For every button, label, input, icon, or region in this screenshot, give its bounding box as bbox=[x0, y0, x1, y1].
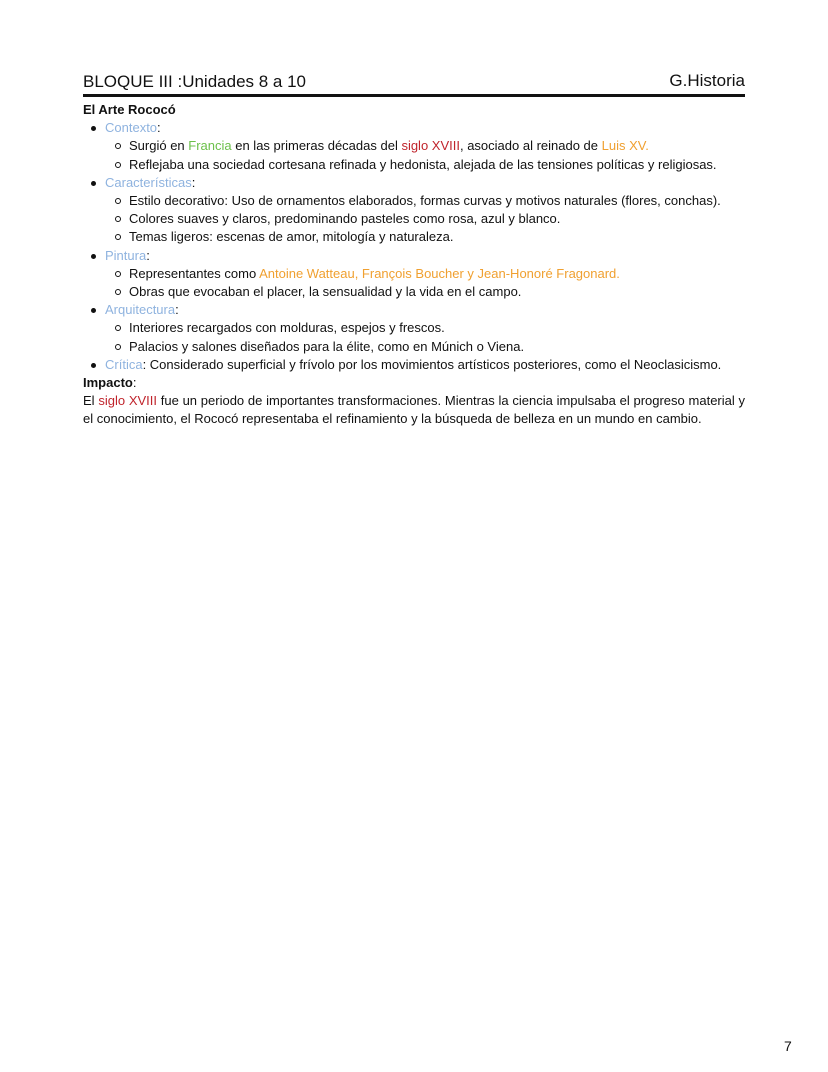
century-highlight: siglo XVIII bbox=[401, 138, 460, 154]
header-block-title: BLOQUE III :Unidades 8 a 10 bbox=[83, 72, 307, 91]
place-highlight: Francia bbox=[188, 138, 232, 154]
text: Interiores recargados con molduras, espejos y frescos. bbox=[129, 320, 445, 336]
text: : Considerado superficial y frívolo por los movimientos artísticos posteriores, como el Neoclasicismo. bbox=[142, 356, 722, 372]
topic-label: Características bbox=[105, 174, 192, 190]
section-title: El Arte Rococó bbox=[83, 102, 176, 117]
topic-label: Arquitectura bbox=[105, 302, 176, 318]
topic-label: Pintura bbox=[105, 247, 147, 263]
sub-list bbox=[105, 192, 745, 247]
page-number: 7 bbox=[784, 1038, 792, 1054]
colon: : bbox=[191, 174, 196, 190]
impact-heading bbox=[83, 374, 745, 392]
text: , asociado al reinado de bbox=[459, 138, 602, 154]
text: El bbox=[83, 393, 99, 409]
document-body bbox=[83, 101, 745, 429]
text: Representantes como bbox=[129, 265, 260, 281]
list-item bbox=[105, 137, 745, 155]
impact-label: Impacto bbox=[83, 375, 133, 391]
century-highlight: siglo XVIII bbox=[98, 393, 157, 409]
text: Estilo decorativo: Uso de ornamentos elaborados, formas curvas y motivos naturales (flores, conchas). bbox=[129, 193, 721, 209]
text: Reflejaba una sociedad cortesana refinada y hedonista, alejada de las tensiones políticas y religiosas. bbox=[129, 156, 717, 172]
topic-list bbox=[83, 119, 745, 374]
header-subject: G.Historia bbox=[669, 71, 745, 90]
sub-list bbox=[105, 137, 745, 173]
text: Colores suaves y claros, predominando pasteles como rosa, azul y blanco. bbox=[129, 211, 561, 227]
topic-label: Crítica bbox=[105, 356, 143, 372]
impact-paragraph bbox=[83, 392, 745, 428]
person-highlight: Antoine Watteau, François Boucher y Jean-Honoré Fragonard. bbox=[259, 265, 620, 281]
list-item bbox=[105, 283, 745, 301]
list-item bbox=[105, 210, 745, 228]
page-header bbox=[83, 72, 745, 97]
list-item-critica bbox=[83, 356, 745, 374]
list-item-arquitectura bbox=[83, 301, 745, 356]
colon: : bbox=[157, 120, 161, 136]
sub-list bbox=[105, 319, 745, 355]
text: fue un periodo de importantes transformaciones. Mientras la ciencia impulsaba el progreso material y el conocimiento, el Rococó representaba el refinamiento y la búsqueda de belleza en un mundo en cambio. bbox=[83, 393, 746, 427]
colon: : bbox=[146, 247, 150, 263]
list-item bbox=[105, 156, 745, 174]
list-item bbox=[105, 338, 745, 356]
colon: : bbox=[132, 375, 137, 391]
list-item-caracteristicas bbox=[83, 174, 745, 247]
list-item-pintura bbox=[83, 247, 745, 302]
sub-list bbox=[105, 265, 745, 301]
text: Temas ligeros: escenas de amor, mitología y naturaleza. bbox=[129, 229, 454, 245]
list-item bbox=[105, 319, 745, 337]
text: Palacios y salones diseñados para la élite, como en Múnich o Viena. bbox=[129, 338, 525, 354]
colon: : bbox=[175, 302, 179, 318]
list-item bbox=[105, 228, 745, 246]
text: Surgió en bbox=[129, 138, 189, 154]
topic-label: Contexto bbox=[105, 120, 158, 136]
person-highlight: Luis XV. bbox=[601, 138, 649, 154]
list-item bbox=[105, 192, 745, 210]
text: Obras que evocaban el placer, la sensualidad y la vida en el campo. bbox=[129, 284, 522, 300]
text: en las primeras décadas del bbox=[231, 138, 402, 154]
list-item-contexto bbox=[83, 119, 745, 174]
list-item bbox=[105, 265, 745, 283]
